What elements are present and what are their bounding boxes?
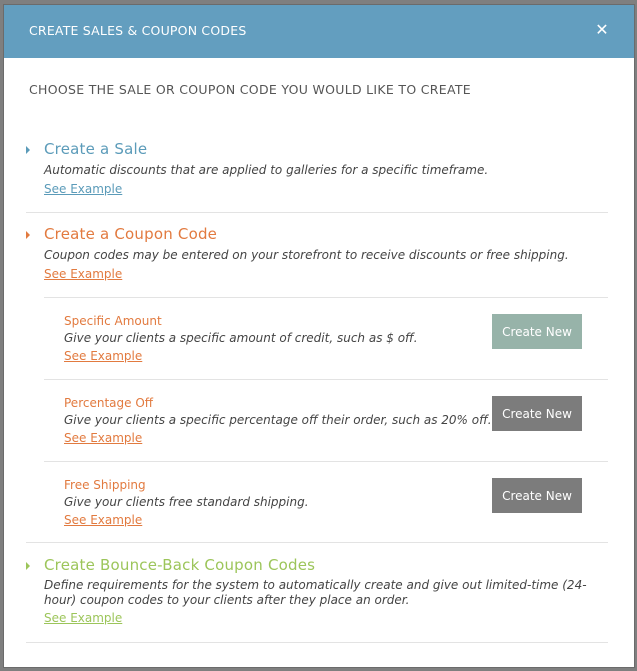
section-create-sale: [26, 140, 608, 213]
section-create-bounce-back: [26, 556, 608, 643]
create-coupon-description: Coupon codes may be entered on your storefront to receive discounts or free shipping.: [44, 248, 569, 262]
create-new-percentage-off-button[interactable]: Create New: [492, 396, 582, 431]
create-bounce-back-title[interactable]: Create Bounce-Back Coupon Codes: [44, 556, 316, 574]
coupon-option-percentage-off: [44, 379, 608, 461]
intro-text: CHOOSE THE SALE OR COUPON CODE YOU WOULD LIKE TO CREATE: [29, 82, 471, 97]
option-description: Give your clients free standard shipping.: [64, 495, 309, 509]
caret-right-icon[interactable]: [26, 562, 30, 570]
option-description: Give your clients a specific amount of credit, such as $ off.: [64, 331, 418, 345]
coupon-modal: [3, 4, 635, 668]
caret-right-icon[interactable]: [26, 231, 30, 239]
create-coupon-see-example-link[interactable]: See Example: [44, 267, 123, 281]
option-see-example-link[interactable]: See Example: [64, 431, 143, 445]
coupon-option-free-shipping: [44, 461, 608, 543]
modal-header: [4, 5, 634, 58]
option-title: Free Shipping: [64, 478, 146, 492]
caret-right-icon[interactable]: [26, 146, 30, 154]
create-new-free-shipping-button[interactable]: Create New: [492, 478, 582, 513]
coupon-option-specific-amount: [44, 297, 608, 379]
option-description: Give your clients a specific percentage off their order, such as 20% off.: [64, 413, 492, 427]
create-sale-title[interactable]: Create a Sale: [44, 140, 148, 158]
option-see-example-link[interactable]: See Example: [64, 349, 143, 363]
option-see-example-link[interactable]: See Example: [64, 513, 143, 527]
modal-title: CREATE SALES & COUPON CODES: [29, 23, 247, 38]
option-title: Specific Amount: [64, 314, 162, 328]
create-sale-description: Automatic discounts that are applied to galleries for a specific timeframe.: [44, 163, 489, 177]
create-new-specific-amount-button[interactable]: Create New: [492, 314, 582, 349]
option-title: Percentage Off: [64, 396, 154, 410]
create-sale-see-example-link[interactable]: See Example: [44, 182, 123, 196]
create-bounce-back-see-example-link[interactable]: See Example: [44, 611, 123, 625]
create-bounce-back-description: Define requirements for the system to automatically create and give out limited-time (24-hour) coupon codes to your clients after they place an order.: [44, 578, 587, 607]
close-icon[interactable]: ✕: [595, 20, 609, 39]
create-coupon-title[interactable]: Create a Coupon Code: [44, 225, 218, 243]
